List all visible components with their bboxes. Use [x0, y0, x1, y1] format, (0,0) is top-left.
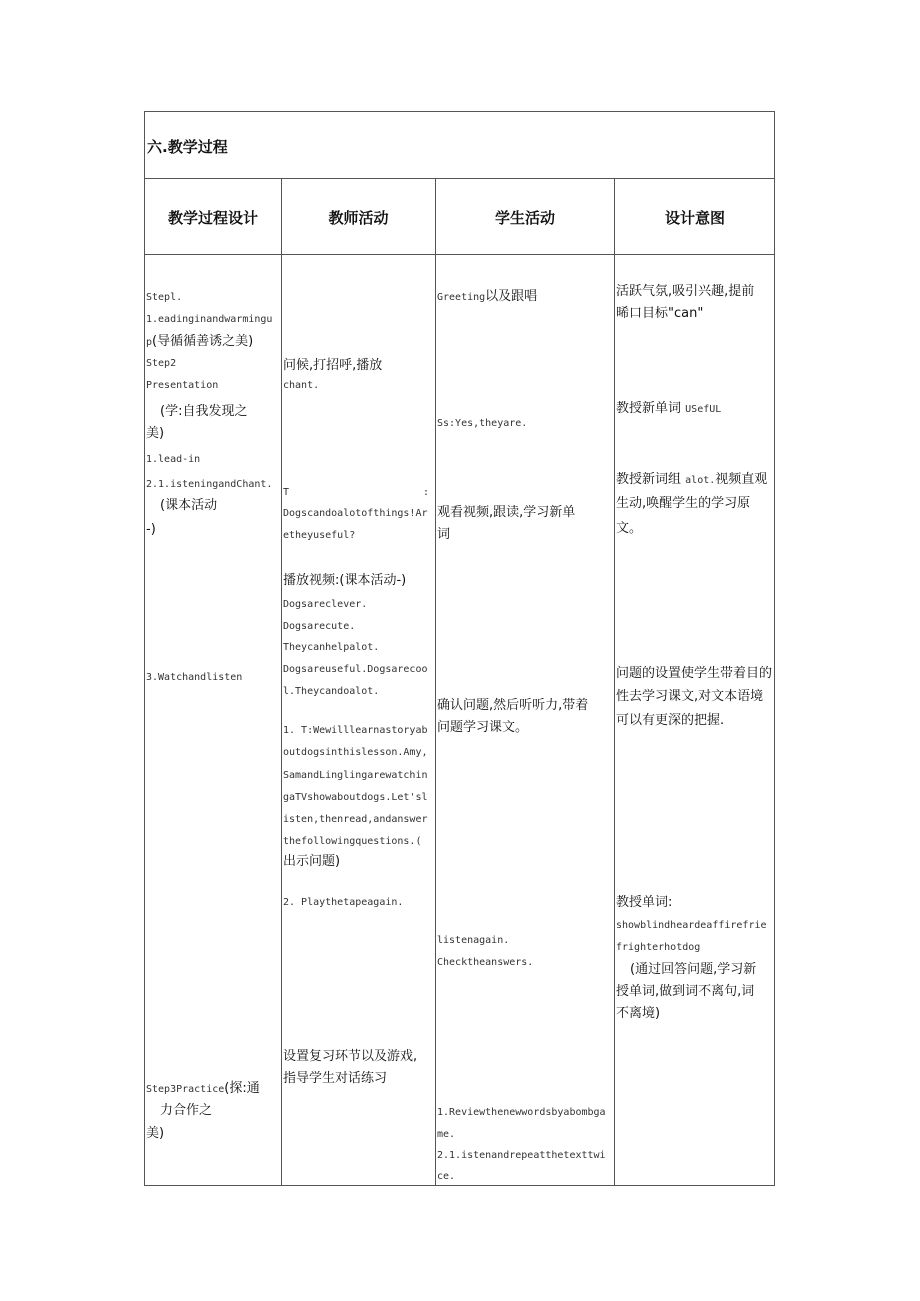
intent-question-line3: 可以有更深的把握. — [616, 713, 725, 728]
teacher-story-line6: thefollowingquestions.( — [283, 836, 422, 847]
teacher-story-line7: 出示问题) — [283, 854, 341, 869]
student-listen-line1: listenagain. — [437, 935, 510, 946]
step1-title-line2: p(导循循善诱之美) — [146, 334, 254, 349]
column-divider — [614, 178, 615, 1185]
intent-words-note-line1: (通过回答问题,学习新 — [630, 962, 757, 977]
intent-phrase-line3: 文。 — [616, 521, 643, 536]
student-practice-line4: ce. — [437, 1171, 456, 1182]
student-practice-line3: 2.1.istenandrepeatthetexttwi — [437, 1150, 606, 1161]
intent-phrase-line1: 教授新词组 alot.视频直观 — [616, 472, 768, 487]
teacher-story-line2: outdogsinthislesson.Amy, — [283, 747, 428, 758]
intent-words-label: 教授单词: — [616, 895, 673, 910]
teacher-chant-text: chant. — [283, 380, 320, 391]
teacher-dogs-line1: Dogsareclever. — [283, 599, 368, 610]
teacher-story-line4: gaTVshowaboutdogs.Let'sl — [283, 792, 428, 803]
intent-atmosphere-line1: 活跃气氛,吸引兴趣,提前 — [616, 284, 755, 299]
student-watch-line1: 观看视频,跟读,学习新单 — [437, 505, 576, 520]
teacher-dogs-line3: Theycanhelpalot. — [283, 642, 380, 653]
intent-words-list-line2: frighterhotdog — [616, 942, 701, 953]
student-listen-line2: Checktheanswers. — [437, 957, 534, 968]
student-confirm-line1: 确认问题,然后听听力,带着 — [437, 698, 589, 713]
teacher-story-line3: SamandLinglingarewatchin — [283, 770, 428, 781]
header-teacher-activity: 教师活动 — [328, 209, 389, 227]
header-design-intent: 设计意图 — [664, 209, 725, 227]
student-practice-line2: me. — [437, 1129, 456, 1140]
intent-question-line2: 性去学习课文,对文本语境 — [616, 689, 764, 704]
lead-in-label: 1.lead-in — [146, 454, 201, 465]
intent-words-list-line1: showblindheardeaffirefrie — [616, 920, 767, 931]
step2-label: Step2 — [146, 358, 177, 369]
intent-words-note-line3: 不离境) — [616, 1006, 661, 1021]
intent-new-word: 教授新单词 USefUL — [616, 401, 722, 416]
step2-note-line2: 美) — [146, 426, 165, 441]
teacher-dogs-line5: l.Theycandoalot. — [283, 686, 380, 697]
student-greeting-text: Greeting以及跟唱 — [437, 289, 538, 304]
teacher-play-text: 2. Playthetapeagain. — [283, 897, 404, 908]
course-activity-line1: (课本活动 — [160, 498, 218, 513]
column-divider — [435, 178, 436, 1185]
student-answer-text: Ss:Yes,theyare. — [437, 418, 528, 429]
student-practice-line1: 1.Reviewthenewwordsbyabombga — [437, 1107, 606, 1118]
teaching-process-table — [144, 111, 775, 1186]
intent-atmosphere-line2: 晞口目标"can" — [616, 306, 704, 321]
header-student-activity: 学生活动 — [494, 209, 555, 227]
teacher-dogs-question-line2: etheyuseful? — [283, 530, 356, 541]
intent-question-line1: 问题的设置使学生带着目的 — [616, 666, 773, 681]
teacher-dogs-line2: Dogsarecute. — [283, 621, 356, 632]
step3-label: Step3Practice(探:通 — [146, 1081, 260, 1096]
student-confirm-line2: 问题学习课文。 — [437, 720, 529, 735]
teacher-story-line5: isten,thenread,andanswer — [283, 814, 428, 825]
step2-note-line1: (学:自我发现之 — [160, 404, 248, 419]
intent-phrase-line2: 生动,唤醒学生的学习原 — [616, 496, 751, 511]
section-title: 六.教学过程 — [147, 138, 228, 156]
watch-listen-label: 3.Watchandlisten — [146, 672, 243, 683]
header-process-design: 教学过程设计 — [167, 209, 258, 227]
table-divider — [145, 178, 774, 179]
step1-label: Stepl. — [146, 292, 183, 303]
teacher-story-line1: 1. T:Wewilllearnastoryab — [283, 725, 428, 736]
teacher-review-line2: 指导学生对话练习 — [283, 1071, 388, 1086]
table-divider — [145, 254, 774, 255]
teacher-dogs-question-line1: Dogscandoalotofthings!Ar — [283, 508, 428, 519]
teacher-review-line1: 设置复习环节以及游戏, — [283, 1049, 418, 1064]
teacher-t-colon: : — [423, 487, 430, 498]
teacher-greet-text: 问候,打招呼,播放 — [283, 358, 383, 373]
course-activity-line2: -) — [146, 522, 156, 537]
student-watch-line2: 词 — [437, 527, 451, 542]
step3-note-line1: 力合作之 — [160, 1103, 213, 1118]
step3-note-line2: 美) — [146, 1126, 165, 1141]
intent-words-note-line2: 授单词,做到词不离句,词 — [616, 984, 755, 999]
teacher-video-text: 播放视频:(课本活动-) — [283, 573, 407, 588]
teacher-dogs-line4: Dogsareuseful.Dogsarecoo — [283, 664, 428, 675]
presentation-label: Presentation — [146, 380, 219, 391]
step1-title-line1: 1.eadinginandwarmingu — [146, 314, 273, 325]
teacher-t-label: T — [283, 487, 290, 498]
column-divider — [281, 178, 282, 1185]
listen-chant-label: 2.1.isteningandChant. — [146, 479, 273, 490]
